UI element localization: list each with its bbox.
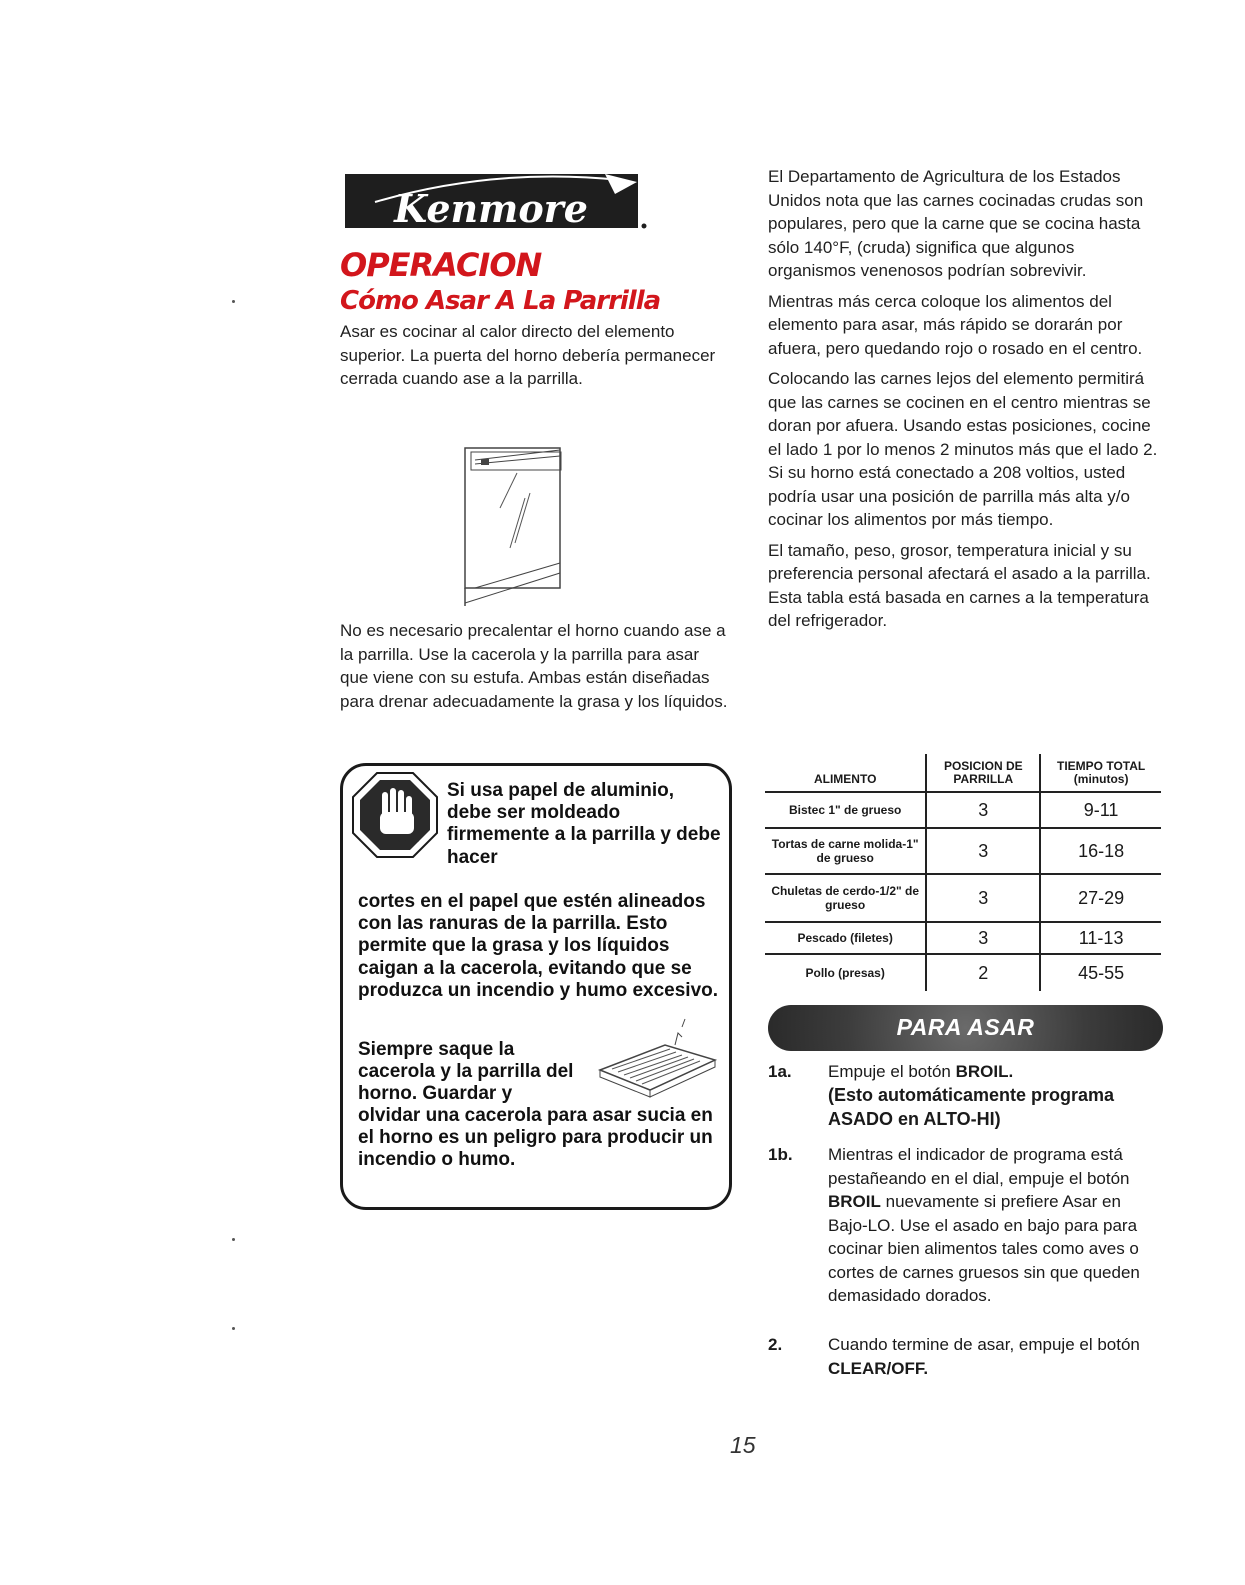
cell-food: Pescado (filetes) [797,931,893,945]
cell-food: Chuletas de cerdo-1/2" de grueso [771,884,920,912]
cell-position: 3 [925,875,1039,921]
intro-paragraph: Asar es cocinar al calor directo del elemento superior. La puerta del horno debería permanecer cerrada cuando ase a la parrilla. [340,322,716,388]
cell-position: 3 [925,793,1039,827]
table-header [765,754,1161,793]
scan-speck [232,300,235,303]
factors-paragraph: El tamaño, peso, grosor, temperatura inicial y su preferencia personal afectará el asado a la parrilla. Esta tabla está basada en carnes a la temperatura del refrigerador. [768,540,1151,630]
step-1a-note: (Esto automáticamente programa ASADO en ALTO-HI) [828,1085,1115,1129]
header-position: POSICION DE PARRILLA [925,754,1039,791]
banner-text: PARA ASAR [896,1014,1035,1040]
cell-food: Bistec 1" de grueso [788,803,902,817]
scan-speck [232,1238,235,1241]
header-food: ALIMENTO [813,772,877,786]
stop-icon-text: STOP! [382,832,420,845]
warning-text-1: Si usa papel de aluminio, debe ser moldeado firmemente a la parrilla y debe hacer [447,780,721,868]
table-row [765,793,1161,829]
section-subtitle: Cómo Asar A La Parrilla [340,286,661,316]
logo-text: Kenmore [394,186,588,231]
table-row [765,955,1161,991]
cell-food: Pollo (presas) [805,966,885,980]
cell-time: 11-13 [1039,923,1161,953]
distance-paragraph: Mientras más cerca coloque los alimentos del elemento para asar, más rápido se dorarán por afuera, pero quedando rojo o rosado en el centro. [768,291,1143,358]
cell-position: 2 [925,955,1039,991]
stop-hand-icon [350,770,440,860]
step-1a-text [828,1060,1158,1084]
step-2-pre: Cuando termine de asar, empuje el botón [828,1335,1140,1354]
para-asar-banner [768,1005,1163,1051]
table-row [765,875,1161,923]
cell-position: 3 [925,923,1039,953]
warning-text-4: olvidar una cacerola para asar sucia en el horno es un peligro para producir un incendio o humo. [358,1105,713,1171]
cell-time: 45-55 [1039,955,1161,991]
step-1b-pre: Mientras el indicador de programa está pestañeando en el dial, empuje el botón [828,1145,1130,1188]
kenmore-logo [345,172,648,232]
warning-text-3: Siempre saque la cacerola y la parrilla del horno. Guardar y [358,1039,574,1105]
section-title: OPERACION [340,246,542,284]
broiler-pan-illustration [590,1015,720,1110]
broil-table [765,754,1161,991]
step-2-number: 2. [768,1335,783,1354]
cell-food: Tortas de carne molida-1" de grueso [771,837,919,865]
scan-speck [232,1327,235,1330]
step-1a-number: 1a. [768,1062,792,1081]
broil-key: BROIL. [955,1062,1014,1081]
step-1b-post: nuevamente si prefiere Asar en Bajo-LO. Use el asado en bajo para para cocinar bien alimentos tales como aves o cortes de carnes gruesos sin que queden demasidado dorados. [828,1192,1140,1305]
cell-position: 3 [925,829,1039,873]
preheat-paragraph: No es necesario precalentar el horno cuando ase a la parrilla. Use la cacerola y la parrilla para asar que viene con su estufa. Ambas están diseñadas para drenar adecuadamente la grasa y los líquidos. [340,621,728,711]
page-number: 15 [730,1432,756,1458]
right-column [768,165,1163,640]
broil-key: BROIL [828,1192,881,1211]
step-1b-text [828,1143,1158,1308]
positions-paragraph: Colocando las carnes lejos del elemento permitirá que las carnes se cocinen en el centro mientras se doran por afuera. Usando estas posiciones, cocine el lado 1 por lo menos 2 minutos más que el lado 2. Si su horno está conectado a 208 voltios, usted podría usar una posición de parrilla más alta y/o cocinar los alimentos por más tiempo. [768,369,1158,529]
table-row [765,829,1161,875]
step-1a-pre: Empuje el botón [828,1062,951,1081]
step-2-text [828,1333,1158,1380]
table-row [765,923,1161,955]
step-1b-number: 1b. [768,1145,793,1164]
clear-off-key: CLEAR/OFF. [828,1358,929,1378]
warning-text-2: cortes en el papel que estén alineados con las ranuras de la parrilla. Esto permite que la grasa y los líquidos caigan a la cacerola, evitando que se produzca un incendio y humo excesivo. [358,891,719,1001]
header-time: TIEMPO TOTAL (minutos) [1039,754,1161,791]
oven-door-illustration [455,438,570,608]
cell-time: 16-18 [1039,829,1161,873]
cell-time: 27-29 [1039,875,1161,921]
cell-time: 9-11 [1039,793,1161,827]
usda-paragraph: El Departamento de Agricultura de los Estados Unidos nota que las carnes cocinadas crudas son populares, pero que la carne que se cocina hasta sólo 140°F, (cruda) significa que algunos organismos venenosos podrían sobrevivir. [768,167,1144,280]
